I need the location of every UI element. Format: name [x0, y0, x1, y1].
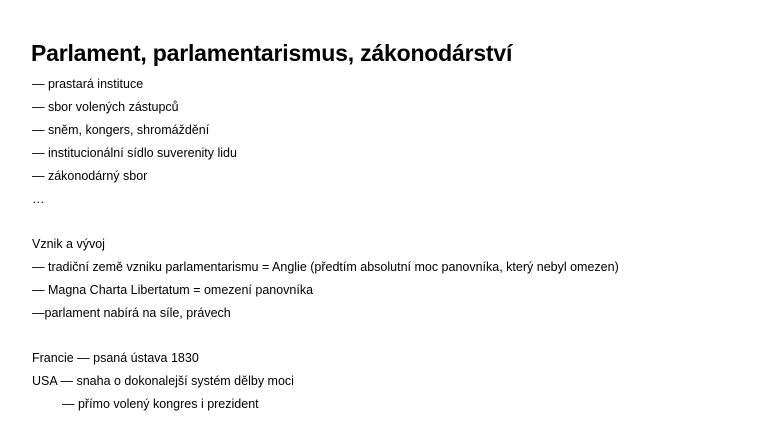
slide-title: Parlament, parlamentarismus, zákonodárství — [31, 40, 513, 66]
ellipsis-line: … — [32, 192, 45, 206]
text-line: Francie — psaná ústava 1830 — [32, 351, 199, 365]
bullet-line: — sněm, kongers, shromáždění — [32, 123, 210, 137]
text-line: USA — snaha o dokonalejší systém dělby moci — [32, 374, 294, 388]
bullet-line: — zákonodárný sbor — [32, 169, 148, 183]
bullet-line: — institucionální sídlo suverenity lidu — [32, 146, 237, 160]
bullet-line: — tradiční země vzniku parlamentarismu = Anglie (předtím absolutní moc panovníka, který nebyl omezen) — [32, 260, 619, 274]
indented-bullet-line: — přímo volený kongres i prezident — [62, 397, 259, 411]
section-heading: Vznik a vývoj — [32, 237, 105, 251]
bullet-line: — prastará instituce — [32, 77, 144, 91]
bullet-line: —parlament nabírá na síle, právech — [32, 306, 231, 320]
bullet-line: — Magna Charta Libertatum = omezení panovníka — [32, 283, 314, 297]
bullet-line: — sbor volených zástupců — [32, 100, 179, 114]
